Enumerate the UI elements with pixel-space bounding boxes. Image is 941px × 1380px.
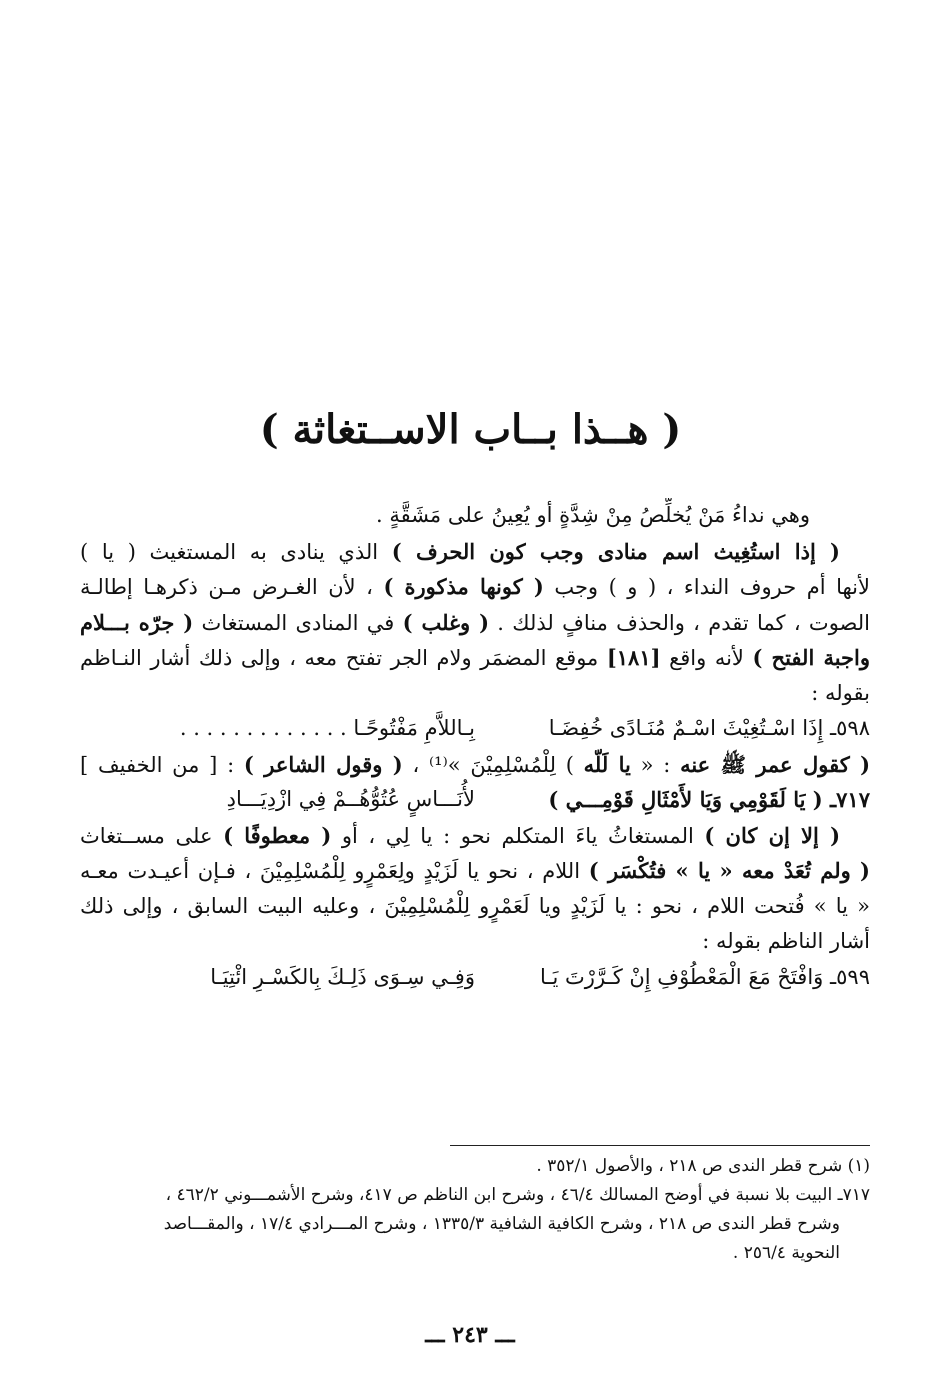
paragraph-line: أشار الناظم بقوله :: [702, 929, 870, 953]
verse-first-hemistich: ٧١٧ـ ( يَا لَقَوْمِي وَيَا لأَمْثَالِ قَوْمِـــي ): [548, 787, 870, 812]
intro-line: وهي نداءُ مَنْ يُخلِّصُ مِنْ شِدَّةٍ أو يُعِينُ على مَشَقَّةٍ .: [375, 503, 810, 527]
verse-first-hemistich: ٥٩٩ـ وَافْتَحْ مَعَ الْمَعْطُوْفِ إِنْ كَـرَّرْتَ يَـا: [539, 964, 870, 989]
page-number: ـــ ٢٤٣ ـــ: [425, 1322, 515, 1348]
rule-text: ( كونها مذكورة ): [383, 574, 544, 599]
footnote-717-continued: النحوية ٢٥٦/٤ .: [732, 1243, 840, 1263]
verse-second-hemistich: بِـاللاَّمِ مَفْتُوحًـا . . . . . . . . . . . . .: [179, 716, 475, 740]
manuscript-page-marker: [١٨١]: [606, 645, 661, 670]
verse-717: [80, 782, 870, 818]
rule-text: واجبة الفتح ): [752, 645, 870, 670]
footnote-717: ٧١٧ـ البيت بلا نسبة في أوضح المسالك ٤٦/٤ ، وشرح ابن الناظم ص ٤١٧، وشرح الأشمـــوني ٤٦٢/٢ ،: [165, 1185, 870, 1205]
paragraph-line: ( كقول عمر ﷺ عنه : « يا لَلّه ) لِلْمُسْلِمِيْنَ »⁽¹⁾ ، ( وقول الشاعر ) : [ من الخفيف ]: [80, 751, 870, 777]
verse-598: [80, 711, 870, 747]
rule-text: ( جرّه بـــلام: [80, 609, 194, 635]
footnotes: [80, 1152, 870, 1268]
footnote-1: (١) شرح قطر الندى ص ٢١٨ ، والأصول ٣٥٢/١ .: [536, 1156, 870, 1176]
body-text: [80, 498, 870, 995]
paragraph-line: ( إلا إن كان ) المستغاثُ ياءَ المتكلم نحو : يا لِي ، أو ( معطوفًا ) على مســتغاث: [80, 822, 841, 848]
chapter-title: ( هــذا بــاب الاســتغاثة ): [259, 406, 682, 453]
paragraph-line: واجبة الفتح ) لأنه واقع [١٨١] موقع المضمَر ولام الجر تفتح معه ، وإلى ذلك أشار النـاظم: [80, 645, 870, 670]
paragraph-line: ( ولم تُعَدْ معه « يا » فتُكْسَر ) اللام ، نحو يا لَزَيْدٍ ولِعَمْرٍو لِلْمُسْلِمِيْنَ ، فـإن أعيـدت معـه: [80, 858, 870, 883]
honorific-glyph: ﷺ: [720, 751, 746, 777]
paragraph-line: الصوت ، كما تقدم ، والحذف منافٍ لذلك . ( وغلب ) في المنادى المستغاث ( جرّه بـــلام: [80, 609, 870, 635]
paragraph-line: ( إذا استُغِيث اسم منادى وجب كون الحرف ) الذي ينادى به المستغيث ( يا ): [80, 538, 840, 564]
verse-second-hemistich: وَفِـي سِـوَى ذَلِـكَ بِالكَسْـرِ ائْتِيَـا: [210, 964, 475, 989]
footnote-separator: [450, 1145, 870, 1146]
paragraph-line: « يا » فُتحت اللام ، نحو : يا لَزَيْدٍ ويا لَعَمْرٍو لِلْمُسْلِمِيْنَ ، وعليه البيت السابق ، وإلى ذلك: [80, 893, 870, 918]
verse-first-hemistich: ٥٩٨ـ إِذَا اسْـتُغِيْثَ اسْـمٌ مُنَـادًى خُفِضَـا: [548, 716, 870, 740]
verse-second-hemistich: لأُنَـــاسٍ عُتُوُّهُــمْ فِي ازْدِيَـــادِ: [226, 787, 475, 811]
verse-599: [80, 960, 870, 996]
paragraph-line: لأنها أم حروف النداء ، ( و ) وجب ( كونها مذكورة ) ، لأن الغـرض مـن ذكرهـا إطالـة: [80, 574, 870, 599]
rule-text: ( وغلب ): [402, 609, 490, 635]
footnote-717-continued: وشرح قطر الندى ص ٢١٨ ، وشرح الكافية الشافية ١٣٣٥/٣ ، وشرح المـــرادي ١٧/٤ ، والمقـــاصد: [163, 1214, 840, 1234]
paragraph-line: بقوله :: [811, 680, 870, 705]
rule-text: ( إذا استُغِيث اسم منادى وجب كون الحرف ): [391, 538, 840, 564]
